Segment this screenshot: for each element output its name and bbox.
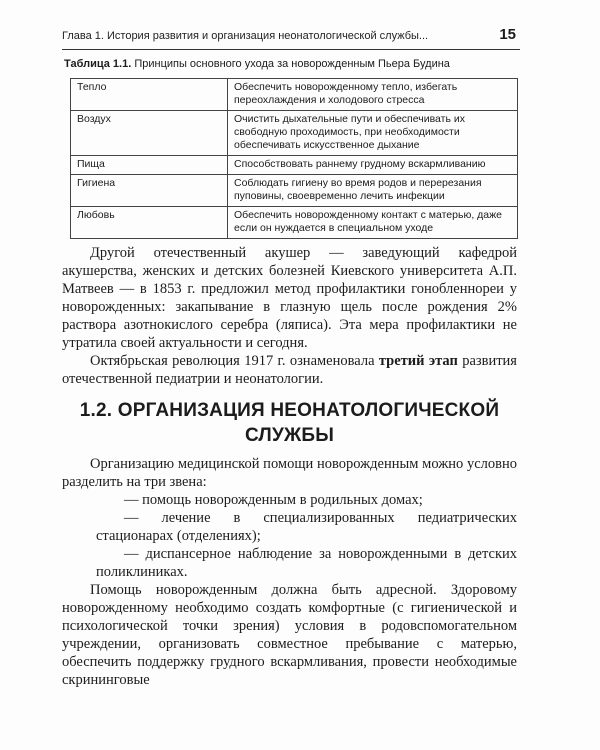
paragraph-targeted-care: Помощь новорожденным должна быть адресной. Здоровому новорожденному необходимо создать комфортные (с гигиенической и психологической точки зрения) условия в родовспомогательном учреждении, организовать совместное пребывание с матерью, обеспечить поддержку грудного вскармливания, провести необходимые скрининговые bbox=[62, 582, 517, 688]
table-cell-category: Любовь bbox=[71, 207, 228, 239]
table-row bbox=[71, 156, 518, 175]
table-cell-category: Воздух bbox=[71, 111, 228, 156]
table-cell-description: Соблюдать гигиену во время родов и перерезания пуповины, своевременно лечить инфекции bbox=[228, 175, 518, 207]
table-cell-description: Способствовать раннему грудному вскармливанию bbox=[228, 156, 518, 175]
paragraph-matveev: Другой отечественный акушер — заведующий кафедрой акушерства, женских и детских болезней Киевского университета А.П. Матвеев — в 1853 г. предложил метод профилактики гонобленнореи у новорожденных: закапывание в глазную щель после рождения 2% раствора азотнокислого серебра (ляписа). Эта мера профилактики не утратила своей актуальности и сегодня. bbox=[62, 245, 517, 351]
table-cell-description: Обеспечить новорожденному контакт с матерью, даже если он нуждается в специальном уходе bbox=[228, 207, 518, 239]
list-item: — лечение в специализированных педиатрических стационарах (отделениях); bbox=[96, 510, 517, 544]
history-text bbox=[62, 244, 517, 388]
table-cell-category: Тепло bbox=[71, 79, 228, 111]
header-title: Глава 1. История развития и организация неонатологической службы... bbox=[62, 30, 429, 42]
table-cell-category: Гигиена bbox=[71, 175, 228, 207]
list-item: — помощь новорожденным в родильных домах; bbox=[124, 492, 423, 508]
principles-table bbox=[70, 78, 518, 239]
list-item: — диспансерное наблюдение за новорожденными в детских поликлиниках. bbox=[96, 546, 517, 580]
section-heading-line-1: 1.2. ОРГАНИЗАЦИЯ НЕОНАТОЛОГИЧЕСКОЙ bbox=[79, 400, 500, 421]
table-caption-text: Принципы основного ухода за новорожденным Пьера Будина bbox=[134, 58, 450, 70]
page-number: 15 bbox=[499, 26, 516, 43]
paragraph-organization: Организацию медицинской помощи новорожденным можно условно разделить на три звена: bbox=[62, 456, 517, 490]
table-cell-description: Очистить дыхательные пути и обеспечивать их свободную проходимость, при необходимости обеспечивать искусственное дыхание bbox=[228, 111, 518, 156]
table-row bbox=[71, 111, 518, 156]
section-heading bbox=[62, 398, 517, 448]
table-caption-label: Таблица 1.1. bbox=[64, 58, 132, 70]
header-rule bbox=[62, 49, 520, 50]
section-heading-line-2: СЛУЖБЫ bbox=[244, 425, 335, 446]
table-row bbox=[71, 207, 518, 239]
organization-text bbox=[62, 455, 517, 689]
third-stage-emphasis: третий этап bbox=[378, 353, 458, 369]
paragraph-revolution-end: развития отечественной педиатрии и неонатологии. bbox=[62, 353, 517, 387]
table-cell-description: Обеспечить новорожденному тепло, избегать переохлаждения и холодового стресса bbox=[228, 79, 518, 111]
paragraph-revolution-start: Октябрьская революция 1917 г. ознаменовала bbox=[90, 353, 379, 369]
table-row bbox=[71, 79, 518, 111]
table-row bbox=[71, 175, 518, 207]
running-header bbox=[0, 22, 600, 44]
table-cell-category: Пища bbox=[71, 156, 228, 175]
table-caption bbox=[64, 58, 544, 70]
paragraph-revolution bbox=[62, 352, 517, 388]
